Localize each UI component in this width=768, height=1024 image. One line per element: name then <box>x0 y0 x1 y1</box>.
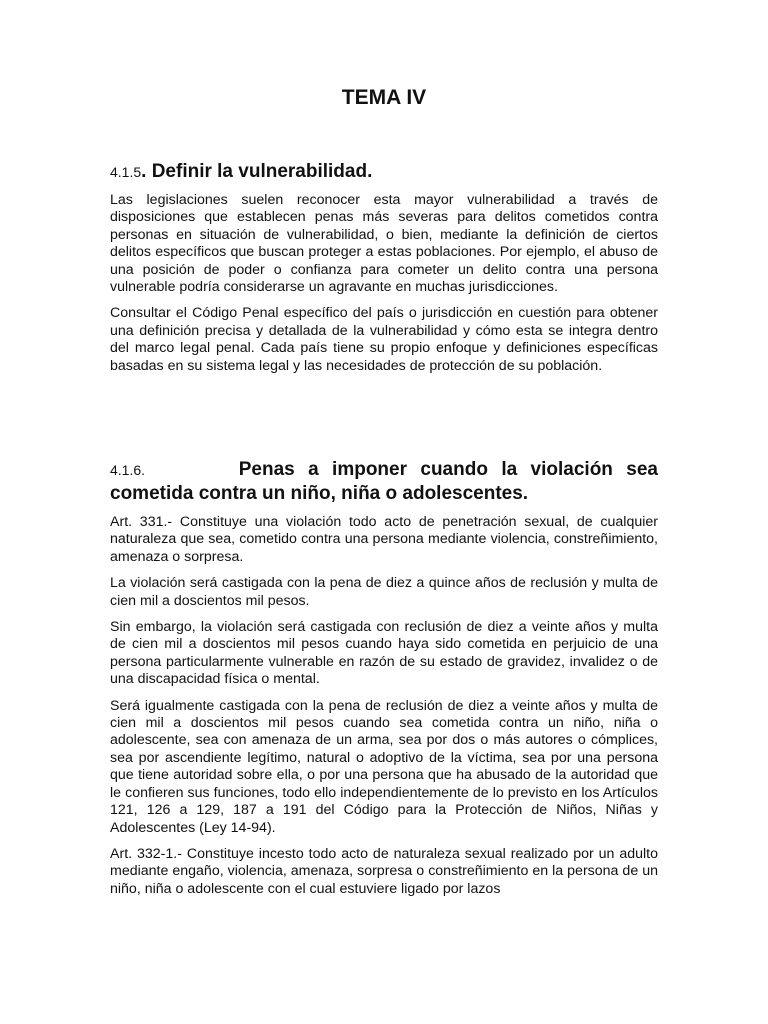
section-heading <box>110 458 658 506</box>
paragraph: Art. 331.- Constituye una violación todo acto de penetración sexual, de cualquier naturaleza que sea, cometido contra una persona mediante violencia, constreñimiento, amenaza o sorpresa. <box>110 514 658 565</box>
section-heading-line <box>110 458 658 482</box>
section-number: 4.1.6. <box>110 462 146 478</box>
section-number: 4.1.5 <box>110 164 142 180</box>
paragraph: Será igualmente castigada con la pena de reclusión de diez a veinte años y multa de cien mil a doscientos mil pesos cuando sea cometida contra un niño, niña o adolescente, sea con amenaza de un arma, sea por dos o más autores o cómplices, sea por ascendiente legítimo, natural o adoptivo de la víctima, sea por una persona que tiene autoridad sobre ella, o por una persona que ha abusado de la autoridad que le confieren sus funciones, todo ello independientemente de lo previsto en los Artículos 121, 126 a 129, 187 a 191 del Código para la Protección de Niños, Niñas y Adolescentes (Ley 14-94). <box>110 697 658 836</box>
section-title: . Definir la vulnerabilidad. <box>141 161 373 182</box>
document-title: TEMA IV <box>341 86 427 109</box>
section-title: Penas a imponer cuando la violación sea <box>238 459 658 480</box>
paragraph: Las legislaciones suelen reconocer esta mayor vulnerabilidad a través de disposiciones que establecen penas más severas para delitos cometidos contra personas en situación de vulnerabilidad, o bien, mediante la definición de ciertos delitos específicos que buscan proteger a estas poblaciones. Por ejemplo, el abuso de una posición de poder o confianza para cometer un delito contra una persona vulnerable podría considerarse un agravante en muchas jurisdicciones. <box>110 192 658 296</box>
section-heading <box>110 160 658 184</box>
section-title-continued: cometida contra un niño, niña o adolescentes. <box>110 483 529 504</box>
paragraph: Sin embargo, la violación será castigada con reclusión de diez a veinte años y multa de cien mil a doscientos mil pesos cuando haya sido cometida en perjuicio de una persona particularmente vulnerable en razón de su estado de gravidez, invalidez o de una discapacidad física o mental. <box>110 619 658 688</box>
section-vulnerability <box>110 160 658 384</box>
paragraph: Art. 332-1.- Constituye incesto todo acto de naturaleza sexual realizado por un adulto mediante engaño, violencia, amenaza, sorpresa o constreñimiento en la persona de un niño, niña o adolescente con el cual estuviere ligado por lazos <box>110 845 658 897</box>
section-penalties <box>110 458 658 907</box>
paragraph: Consultar el Código Penal específico del país o jurisdicción en cuestión para obtener una definición precisa y detallada de la vulnerabilidad y cómo esta se integra dentro del marco legal penal. Cada país tiene su propio enfoque y definiciones específicas basadas en su sistema legal y las necesidades de protección de su población. <box>110 305 658 374</box>
paragraph: La violación será castigada con la pena de diez a quince años de reclusión y multa de cien mil a doscientos mil pesos. <box>110 575 658 609</box>
